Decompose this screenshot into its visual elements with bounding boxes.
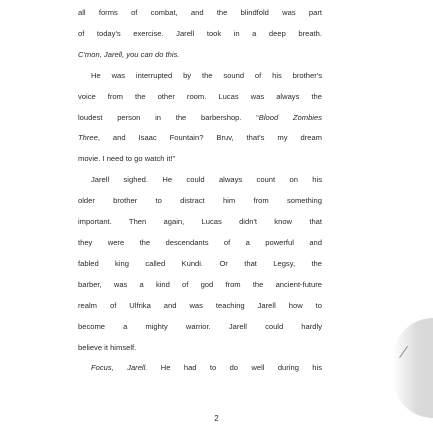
text-segment: barber, was a kind of god from the ancient-future [78,279,322,289]
italic-text-segment: Three [78,133,98,143]
text-segment: realm of Ulfrika and was teaching Jarell how to [78,300,322,310]
text-segment: they were the descendants of a powerful and [78,237,322,247]
text-segment: older brother to distract him from something [78,196,322,206]
text-line [78,24,322,45]
text-line [78,233,322,254]
text-line [78,254,322,275]
text-line [78,338,322,359]
italic-text-segment: Blood Zombies [258,112,322,122]
text-line [78,191,322,212]
text-segment: He was interrupted by the sound of his brother's [91,70,322,80]
text-segment: He had to do well during his [147,363,323,373]
page-curl-shadow [393,318,433,418]
text-segment: important. Then again, Lucas didn't know that [78,217,322,227]
text-line [78,149,322,170]
text-line [78,128,322,149]
italic-text-segment: C'mon, Jarell, you can do this. [78,49,180,59]
text-line [78,296,322,317]
text-line [78,45,322,66]
text-segment: become a mighty warrior. Jarell could hardly [78,321,322,331]
text-segment: movie. I need to go watch it!” [78,154,176,164]
text-segment: , and Isaac Fountain? Bruv, that's my dream [97,133,322,143]
text-line [78,87,322,108]
text-segment: believe it himself. [78,342,137,352]
text-line [78,358,322,379]
page-number: 2 [214,414,219,423]
italic-text-segment: Focus, Jarell. [91,363,148,373]
body-text [78,3,322,379]
text-segment: of today's exercise. Jarell took in a deep breath. [78,28,322,38]
text-segment: loudest person in the barbershop. “ [78,112,259,122]
text-line [78,108,322,129]
text-segment: fabled king called Kundi. Or that Legsy, the [78,258,322,268]
text-line [78,3,322,24]
text-line [78,317,322,338]
text-line [78,170,322,191]
text-segment: voice from the other room. Lucas was always the [78,91,322,101]
text-line [78,275,322,296]
text-segment: all forms of combat, and the blindfold was part [78,8,322,17]
text-line [78,66,322,87]
text-line [78,212,322,233]
text-segment: Jarell sighed. He could always count on his [91,175,322,185]
